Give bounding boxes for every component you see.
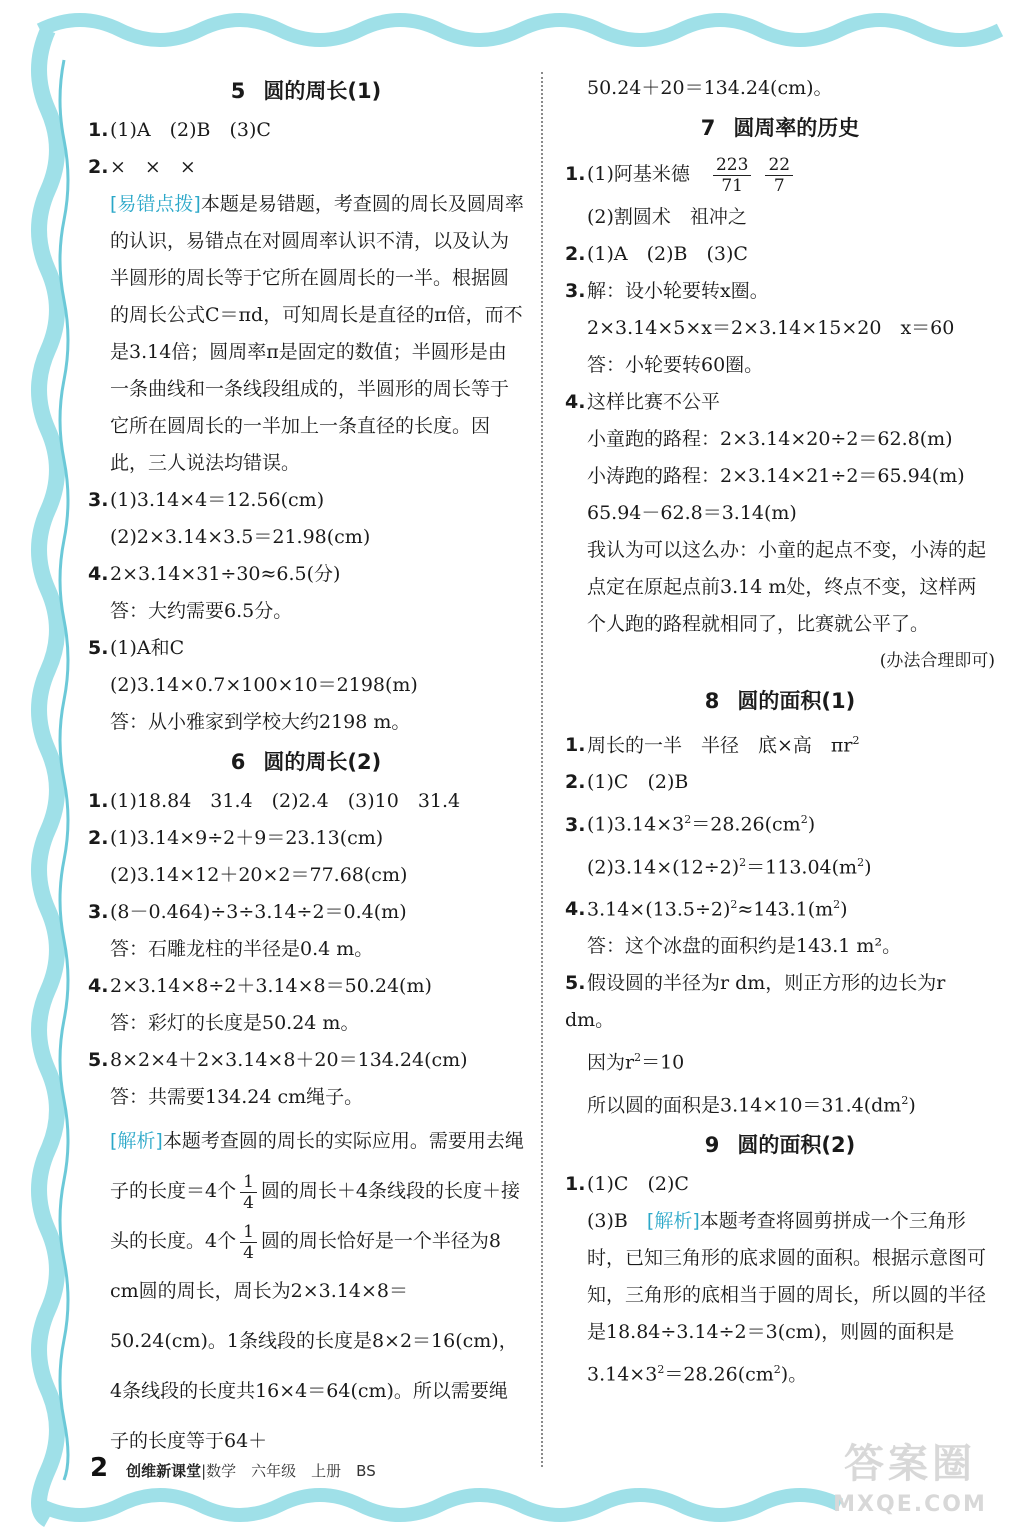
section-title: 圆的面积(2)	[737, 1132, 856, 1157]
answer-5-2	[88, 149, 524, 186]
analysis-text: ＝28.26(cm	[664, 1363, 774, 1386]
answer-text: (1)A (2)B (3)C	[110, 119, 271, 141]
answer-line: 2×3.14×5×x＝2×3.14×15×20 x＝60	[587, 317, 955, 339]
question-number: 1.	[88, 790, 109, 812]
question-number: 1.	[565, 1172, 586, 1195]
answer-text: (8－0.464)÷3÷3.14÷2＝0.4(m)	[110, 901, 407, 923]
section-6-heading	[88, 741, 524, 783]
answer-7-4	[565, 384, 995, 421]
question-number: 5.	[88, 1049, 109, 1071]
answer-text: 假设圆的半径为r dm，则正方形的边长为r dm。	[565, 972, 946, 1032]
answer-text: 所以圆的面积是3.14×10＝31.4(dm	[587, 1093, 902, 1116]
superscript: 2	[730, 897, 738, 911]
section-number: 7	[700, 116, 716, 140]
continued-line: 50.24＋20＝134.24(cm)。	[587, 77, 833, 99]
column-divider	[541, 72, 543, 1467]
answer-text: ≈143.1(m	[737, 898, 834, 921]
question-number: 4.	[565, 391, 586, 413]
answer-text: × × ×	[110, 156, 196, 178]
superscript: 2	[852, 734, 860, 747]
question-number: 1.	[88, 119, 109, 141]
answer-8-3	[565, 801, 995, 843]
superscript: 2	[773, 1362, 781, 1376]
analysis-text: )。	[780, 1363, 808, 1386]
answer-text: (1)18.84 31.4 (2)2.4 (3)10 31.4	[110, 790, 461, 812]
answer-text: )	[807, 813, 816, 836]
answer-5-3	[88, 482, 524, 519]
answer-text: 8×2×4＋2×3.14×8＋20＝134.24(cm)	[110, 1049, 468, 1071]
answer-line: (2)割圆术 祖冲之	[587, 206, 747, 228]
section-title: 圆的面积(1)	[737, 689, 856, 713]
answer-line: 答：大约需要6.5分。	[110, 600, 293, 622]
question-number: 2.	[88, 827, 109, 849]
book-info: |数学 六年级 上册 BS	[201, 1462, 376, 1480]
question-number: 4.	[565, 898, 586, 921]
question-number: 5.	[88, 637, 109, 659]
answer-6-1	[88, 783, 524, 820]
question-number: 4.	[88, 563, 109, 585]
superscript: 2	[684, 813, 692, 827]
question-number: 2.	[88, 156, 109, 178]
answer-text: (1)C (2)B	[587, 771, 689, 794]
superscript: 2	[657, 1362, 665, 1376]
answer-line: (2)2×3.14×3.5＝21.98(cm)	[110, 526, 371, 548]
answer-text: 2×3.14×8÷2＋3.14×8＝50.24(m)	[110, 975, 432, 997]
page-footer	[90, 1450, 376, 1486]
section-number: 6	[230, 750, 246, 774]
answer-8-5	[565, 965, 995, 1039]
answer-7-2	[565, 236, 995, 273]
analysis-tag: [解析]	[110, 1130, 163, 1152]
superscript: 2	[901, 1093, 909, 1107]
fraction-one-quarter	[240, 1172, 257, 1213]
answer-line: 答：从小雅家到学校大约2198 m。	[110, 711, 411, 733]
answer-6-2	[88, 820, 524, 857]
superscript: 2	[857, 855, 865, 869]
answer-line	[565, 1082, 995, 1124]
answer-8-2	[565, 764, 995, 801]
left-wave-inner	[60, 60, 68, 1480]
analysis-paragraph	[565, 1203, 995, 1393]
answer-text: )	[864, 855, 872, 878]
answer-text: (1)A和C	[110, 637, 185, 659]
section-title: 圆周率的历史	[733, 116, 860, 140]
fraction-one-quarter	[240, 1222, 257, 1263]
answer-line: (2)3.14×0.7×100×10＝2198(m)	[110, 674, 418, 696]
tip-text: 本题是易错题，考查圆的周长及圆周率的认识，易错点在对圆周率认识不清，以及认为半圆形的周长等于它所在圆周长的一半。根据圆的周长公式C＝πd，可知周长是直径的π倍，而不是3.14倍；圆周率π是固定的数值；半圆形是由一条曲线和一条线段组成的，半圆形的周长等于它所在圆周长的一半加上一条直径的长度。因此，三人说法均错误。	[110, 193, 524, 474]
answer-7-1	[565, 149, 995, 199]
answer-text: 2×3.14×31÷30≈6.5(分)	[110, 563, 341, 585]
answer-text: (1)A (2)B (3)C	[587, 243, 748, 265]
question-number: 3.	[565, 280, 586, 302]
tip-tag: [易错点拨]	[110, 193, 201, 215]
watermark-text: 答案圈	[844, 1441, 976, 1487]
answer-5-1	[88, 112, 524, 149]
question-number: 3.	[565, 813, 586, 836]
answer-line	[565, 844, 995, 886]
fraction-223-71	[713, 155, 751, 196]
denominator: 71	[721, 175, 743, 196]
answer-paragraph: 我认为可以这么办：小童的起点不变，小涛的起点定在原起点前3.14 m处，终点不变，这样两个人跑的路程就相同了，比赛就公平了。	[587, 539, 987, 635]
analysis-text: 圆的周长恰好是一个半径为8 cm圆的周长，周长为2×3.14×8＝50.24(cm)。1条线段的长度是8×2＝16(cm)，4条线段的长度共16×4＝64(cm)。所以需要绳子的长度等于64＋	[110, 1230, 518, 1452]
denominator: 4	[243, 1192, 254, 1213]
section-5-heading	[88, 70, 524, 112]
question-number: 3.	[88, 489, 109, 511]
answer-text: )	[908, 1093, 916, 1116]
left-column	[88, 70, 524, 1466]
answer-6-4	[88, 968, 524, 1005]
answer-text: (3)B	[587, 1209, 628, 1232]
answer-text: 3.14×(13.5÷2)	[587, 898, 731, 921]
answer-text: (1)3.14×3	[587, 813, 685, 836]
answer-8-1	[565, 722, 995, 764]
answer-line: 答：这个冰盘的面积约是143.1 m²。	[587, 935, 902, 958]
analysis-text: 本题考查将圆剪拼成一个三角形时，已知三角形的底求圆的面积。根据示意图可知，三角形的底相当于圆的周长，所以圆的半径是18.84÷3.14÷2＝3(cm)，则圆的面积是3.14×3	[587, 1209, 987, 1386]
answer-text: (1)3.14×9÷2＋9＝23.13(cm)	[110, 827, 384, 849]
answer-line: 答：彩灯的长度是50.24 m。	[110, 1012, 360, 1034]
answer-text: (1)C (2)C	[587, 1172, 689, 1195]
answer-line: 答：小轮要转60圈。	[587, 354, 764, 376]
answer-line: (2)3.14×12＋20×2＝77.68(cm)	[110, 864, 408, 886]
answer-line	[565, 1039, 995, 1081]
analysis-tag: [解析]	[646, 1209, 700, 1232]
section-number: 9	[704, 1132, 720, 1157]
answer-text: (1)3.14×4＝12.56(cm)	[110, 489, 325, 511]
answer-6-5	[88, 1042, 524, 1079]
numerator: 223	[713, 155, 751, 176]
answer-text: ＝28.26(cm	[691, 813, 801, 836]
tip-paragraph	[88, 186, 524, 482]
answer-text: )	[840, 898, 848, 921]
answer-text: (2)3.14×(12÷2)	[587, 855, 740, 878]
answer-text: ＝113.04(m	[746, 855, 858, 878]
answer-line: 65.94－62.8＝3.14(m)	[587, 502, 797, 524]
section-title: 圆的周长(1)	[263, 79, 382, 103]
answer-6-3	[88, 894, 524, 931]
answer-text: (1)阿基米德	[587, 163, 690, 185]
answer-line: 答：共需要134.24 cm绳子。	[110, 1086, 364, 1108]
superscript: 2	[833, 897, 841, 911]
note: (办法合理即可)	[879, 651, 995, 671]
question-number: 2.	[565, 771, 586, 794]
answer-5-5	[88, 630, 524, 667]
fraction-22-7	[765, 155, 793, 196]
numerator: 1	[240, 1222, 257, 1243]
question-number: 5.	[565, 972, 586, 995]
right-column	[565, 70, 995, 1393]
section-7-heading	[565, 107, 995, 149]
answer-line: 小童跑的路程：2×3.14×20÷2＝62.8(m)	[587, 428, 953, 450]
answer-line: 小涛跑的路程：2×3.14×21÷2＝65.94(m)	[587, 465, 965, 487]
answer-text: 因为r	[587, 1051, 635, 1074]
denominator: 7	[773, 175, 785, 196]
answer-text: ＝10	[641, 1051, 685, 1074]
superscript: 2	[800, 813, 808, 827]
analysis-text: 本题考查圆的周长的实际应用。需要用去绳子的长度＝4个	[110, 1130, 524, 1202]
denominator: 4	[243, 1242, 254, 1263]
section-9-heading	[565, 1124, 995, 1166]
question-number: 2.	[565, 243, 586, 265]
question-number: 1.	[565, 163, 586, 185]
answer-5-4	[88, 556, 524, 593]
answer-text: 周长的一半 半径 底×高 πr	[587, 734, 853, 757]
section-number: 5	[230, 79, 246, 103]
question-number: 1.	[565, 734, 586, 757]
superscript: 2	[739, 855, 747, 869]
bottom-wave	[40, 1495, 840, 1515]
section-title: 圆的周长(2)	[263, 750, 382, 774]
answer-7-3	[565, 273, 995, 310]
brand-name: 创维新课堂	[126, 1462, 202, 1480]
watermark-logo	[820, 1438, 1000, 1528]
analysis-text: 圆的周长＋4条线段的长度＋接头的长度。4个	[110, 1180, 521, 1252]
numerator: 1	[240, 1172, 257, 1193]
question-number: 3.	[88, 901, 109, 923]
section-8-heading	[565, 680, 995, 722]
left-wave	[39, 30, 57, 1520]
page-number: 2	[90, 1453, 109, 1483]
answer-text: 解：设小轮要转x圈。	[587, 280, 769, 302]
section-number: 8	[704, 689, 720, 713]
answer-text: 这样比赛不公平	[587, 391, 721, 413]
answer-8-4	[565, 886, 995, 928]
answer-9-1	[565, 1166, 995, 1203]
numerator: 22	[765, 155, 793, 176]
question-number: 4.	[88, 975, 109, 997]
top-wave	[40, 20, 1000, 40]
answer-line: 答：石雕龙柱的半径是0.4 m。	[110, 938, 374, 960]
superscript: 2	[634, 1051, 642, 1065]
analysis-paragraph	[88, 1116, 524, 1466]
watermark-url: MXQE.COM	[833, 1492, 987, 1517]
